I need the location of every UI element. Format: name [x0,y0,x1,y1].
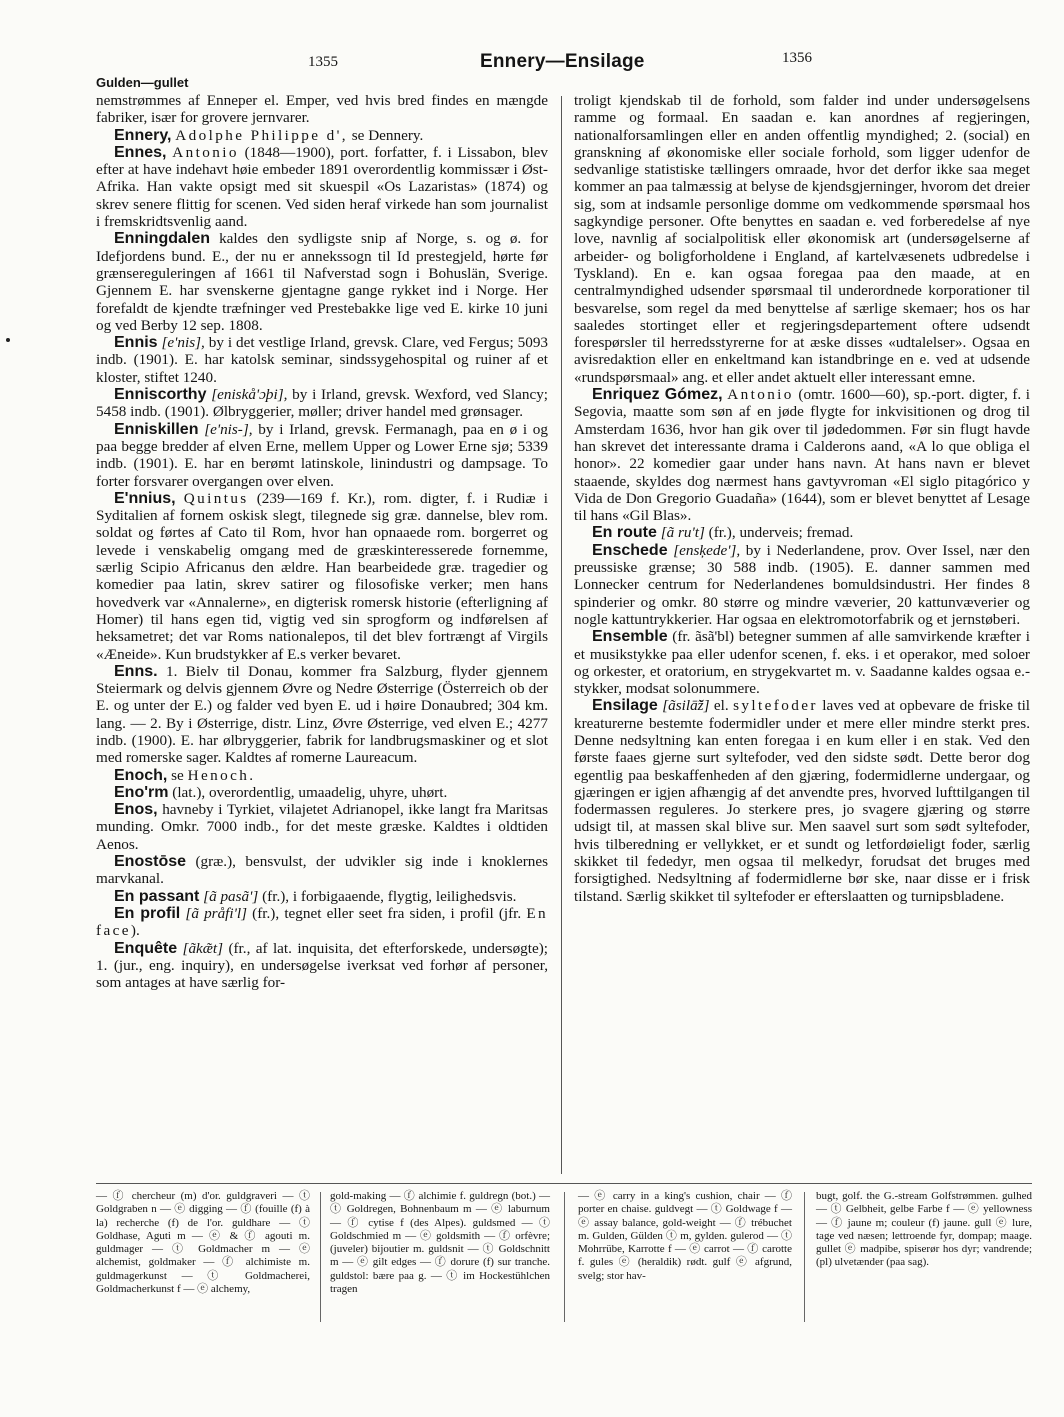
entry-pronunciation: [ãkæ̃t] [182,939,224,957]
entry-headword: Ensemble [592,628,668,646]
entry-headword: Enos, [114,801,158,819]
dictionary-entry [96,853,548,888]
footnote-divider [804,1192,805,1322]
entry-text: se [171,766,188,784]
dictionary-entry [96,767,548,784]
entry-headword: Enniscorthy [114,386,207,404]
column-divider [561,96,562,1174]
dictionary-entry [574,92,1030,386]
entry-headword: Enquête [114,939,178,957]
dictionary-entry [96,905,548,940]
entry-text: havneby i Tyrkiet, vilajetet Adrianopel, ikke langt fra Maritsas munding. Omkr. 7000 indb., for det meste græske. Kaldtes i oldtiden Aenos. [96,801,549,853]
footnote-text: — ⓔ carry in a king's cushion, chair — ⓕ porter en chaise. guldvegt — ⓣ Goldwage f — ⓔ assay balance, gold-weight — ⓕ trébuchet m. Gulden, Gülden ⓣ m, gylden. gulerod — ⓣ Mohrrübe, Karrotte f — ⓔ carrot — ⓕ carotte f. gules ⓔ (heraldik) rødt. gulf ⓔ afgrund, svelg; stor hav- [578,1190,792,1282]
footnote-column-3 [578,1190,792,1283]
entry-name: Quintus [183,489,249,507]
entry-crossref: syltefoder [733,697,818,715]
footnote-text: gold-making — ⓕ alchimie f. guldregn (bot.) — ⓣ Goldregen, Bohnenbaum m — ⓔ laburnum — ⓕ cytise f (des Alpes). guldsmed — ⓣ Goldschmied m — ⓔ goldsmith — ⓕ orfèvre; (juveler) bijoutier m. guldsnit — ⓣ Goldschnitt m — ⓔ gilt edges — ⓕ dorure (f) sur tranche. guldstol: bære paa g. — ⓣ im Hockestühlchen tragen [330,1190,550,1296]
entry-text: (græ.), bensvulst, der udvikler sig inde i knoklernes marvkanal. [96,853,548,888]
page-number-right: 1356 [782,50,812,66]
dictionary-entry [96,386,548,421]
entry-headword: Enniskillen [114,420,199,438]
entry-name: Antonio [172,143,239,161]
entry-text: (lat.), overordentlig, umaadelig, uhyre, uhørt. [172,783,448,801]
entry-crossref: En face [96,904,549,940]
entry-text: se Dennery. [347,126,424,144]
entry-pronunciation: [e'nis-], [204,420,253,438]
entry-headword: Enoch, [114,766,168,784]
entry-text: nemstrømmes af Enneper el. Emper, ved hvis bred findes en mængde fabriker, især for grovere jernvarer. [96,92,548,127]
entry-pronunciation: [ã pasã'] [203,887,259,905]
entry-headword: E'nnius, [114,489,176,507]
footnote-column-2 [330,1190,550,1296]
entry-pronunciation: [ãsilā̃ž] [662,697,710,715]
entry-pronunciation: [e'nis], [161,334,205,352]
footnote-divider [564,1192,565,1322]
dictionary-entry [96,801,548,853]
right-column [574,92,1030,905]
dictionary-entry [574,628,1030,697]
entry-pronunciation: [eniskå'ɔþi], [211,386,288,404]
dictionary-entry [96,784,548,801]
page-header [0,0,1064,96]
footnote-rule [96,1183,1032,1184]
margin-dot [6,338,10,342]
entry-text: ). [130,922,140,940]
entry-headword: Enns. [114,662,158,680]
footnote-text: bugt, golf. the G.-stream Golfstrømmen. gulhed — ⓣ Gelbheit, gelbe Farbe f — ⓔ yellowness — ⓕ jaune m; couleur (f) jaune. gull ⓔ lure, tage ved næsen; lettroende fyr, dompap; maage. gullet ⓔ madpibe, spiserør hos dyr; vandrende; (pl) ulvetænder (paa sag). [816,1190,1032,1269]
entry-text: (fr.), underveis; fremad. [704,524,854,542]
entry-headword: Ennes, [114,143,167,161]
entry-headword: Ennery, [114,126,172,144]
footnote-column-1 [96,1190,310,1296]
entry-headword: Ensilage [592,697,658,715]
entry-text: (omtr. 1600—60), sp.-port. digter, f. i Segovia, maatte som søn af en jøde flygte for inkvisitionen og drog til Amsterdam 1636, hvor han gik over til jødedommen. Før sin flugt havde han skrevet det interessante drama i Calderons aand, «A lo que obliga el honor». 22 komedier gaar under hans navn. At hans navn er blevet staaende, skyldes dog nærmest hans gavtyvroman «El siglo pitagórico y Vida de Don Gregorio Guadaña» (1644), som er blevet benyttet af Lesage til hans «Gil Blas». [574,386,1031,525]
entry-headword: Enostōse [114,853,187,871]
entry-headword: En passant [114,887,200,905]
entry-text: (239—169 f. Kr.), rom. digter, f. i Rudiæ i Syditalien af fornem oskisk slegt, tilegnede sig græ. dannelse, blev rom. soldat og førtes af Cato til Rom, hvor han opnaaede rom. borgerret og levede i venskabelig omgang med de græskinteresserede fornemme, særlig Scipio Africanus den ældre. Han bearbeidede græ. tragedier og komedier paa latin, skrev satirer og filosofiske verker; men hans hovedverk var «Annalerne», en digterisk romersk historie (efterligning af Homer) til hans egen tid, vigtig ved sin sprogform og indførelsen af heksametret; det var Roms nationalepos, til det blev fortrængt af Virgils «Æneide». Kun brudstykker af E.s verker bevaret. [96,489,549,663]
entry-text: (fr. ãsã'bl) betegner summen af alle samvirkende kræfter i et musikstykke paa eller udenfor scenen, f. eks. i et operakor, med soloer og orkester, et oratorium, en strygekvartet m. v. Saadanne kaldes ogsaa e.-stykker, modsat solonummere. [574,628,1030,698]
entry-headword: En profil [114,904,181,922]
entry-pronunciation: [ensķede'], [673,541,741,559]
dictionary-entry [96,230,548,334]
entry-crossref: Henoch. [187,766,256,784]
entry-text: laves ved at opbevare de friske til kreaturerne bestemte fodermidler under et mere eller mindre sterkt pres. Denne nedsyltning kan enten foregaa i en kum eller i en stak. Ved den første faaes gjerne surt syltefoder, ved den sidste sødt. Dette beror dog egentlig paa beskaffenheden af den gjæring, fodermidlerne undergaar, og gjæringen er igjen afhængig af det anvendte pres, hvorved lufttilgangen til fodermassen reguleres. Jo sterkere pres, jo svagere gjæring og større udsigt til, at massen skal blive sur. Men saavel surt som sødt syltefoder, hvis tilberedning er vellykket, er et sundt og letfordøieligt foder, særlig skikket til fededyr, men ogsaa til melkedyr, forudsat det bruges med forsigtighed. Nedsyltning af fodermidlerne bør ske, naar disse er i frisk tilstand. Særlig skikket til syltefoder er efterslaatten og turnipsbladene. [574,697,1031,905]
dictionary-entry [574,524,1030,541]
entry-text: troligt kjendskab til de forhold, som falder ind under undersøgelsens ramme og formaal. En saadan e. kan anordnes af regjeringen, nationalforsamlingen eller en anden offentlig myndighed; 2. (social) en granskning af økonomiske eller sociale forhold, som ligger udenfor de sedvanlige statistiske tællingers omraade, hvor det derfor ikke saa meget kommer an paa talmæssig at belyse de kjendsgjerninger, hvorom det dreier sig, som at indsamle personlige domme om vedkommende spørsmaal hos sagkyndige personer. Ofte benyttes en saadan e. ved forberedelse af nye love, navnlig af socialpolitisk eller økonomisk art (undersøgelserne af arbeider- og boligforholdene i England, af kartelvæsenets udbredelse i Tyskland). En e. kan ogsaa foregaa paa den maade, at en centralmyndighed udsender spørsmaal til underordnede korporationer til besvarelse, som regel da med benyttelse af særlige skemaer; hos os har saaledes stortinget eller et regjeringsdepartement oftere udsendt forespørsler til herredsstyrerne for at æske disses «udtalelser». Ogsaa en avisredaktion eller en enkeltmand kan istandbringe en e. ved at udsende «rundspørsmaal» ang. et eller andet aktuelt eller interessant emne. [574,92,1030,386]
dictionary-entry [574,386,1030,524]
dictionary-entry [96,940,548,992]
dictionary-entry [574,697,1030,905]
entry-pronunciation: [ã ru't] [660,524,705,542]
entry-headword: En route [592,524,657,542]
dictionary-entry [96,144,548,230]
footnote-column-4 [816,1190,1032,1270]
entry-headword: Enningdalen [114,230,210,248]
dictionary-entry [96,92,548,127]
entry-text: by i Nederlandene, prov. Over Issel, nær den preussiske grænse; 30 588 indb. (1905). E. danner sammen med Lonnecker centrum for Nederlandenes bomuldsindustri. Her findes 8 spinderier og omkr. 80 større og mindre væverier, 20 kattunvæverier og nogle kattuntrykkerier. Har ogsaa en elektromotorfabrik og et jernstøberi. [574,541,1030,628]
dictionary-entry [96,490,548,663]
footnote-text: — ⓕ chercheur (m) d'or. guldgraveri — ⓣ Goldgraben n — ⓔ digging — ⓕ (fouille (f) à la) recherche (f) de l'or. guldhare — ⓣ Goldhase, Aguti m — ⓔ & ⓕ agouti m. guldmager — ⓣ Goldmacher m — ⓔ alchemist, goldmaker — ⓕ alchimiste m. guldmagerkunst — ⓣ Goldmacherei, Goldmacherkunst f — ⓔ alchemy, [96,1190,310,1296]
dictionary-entry [96,334,548,386]
entry-text: el. [709,697,734,715]
entry-pronunciation: [ã pråfi'l] [185,904,248,922]
entry-headword: Ennis [114,334,158,352]
page-number-left: 1355 [308,54,338,70]
left-column [96,92,548,991]
entry-headword: Enschede [592,541,668,559]
page-title: Ennery—Ensilage [480,51,645,72]
entry-name: Adolphe Philippe d', [175,126,348,144]
entry-headword: Eno'rm [114,783,169,801]
entry-text: by i det vestlige Irland, grevsk. Clare, ved Fergus; 5093 indb. (1901). E. har katolsk seminar, sindssygehospital og ruiner af et kloster, stiftet 1240. [96,334,549,386]
dictionary-entry [96,127,548,144]
entry-text: (fr.), tegnet eller seet fra siden, i profil (jfr. [247,904,527,922]
entry-text: kaldes den sydligste snip af Norge, s. og ø. for Idefjordens bund. E., der nu er annekssogn til Id prestegjeld, hørte før grænsereguleringen af 1661 til Nafverstad sogn i Bohuslän, Sverige. Gjennem E. har svenskerne gjentagne gange rykket ind i Norge. Her forefaldt de kjendte træfninger ved Prestebakke lige ved E. kirke 10 juni og ved Berby 12 sep. 1808. [96,230,548,334]
dictionary-entry [574,542,1030,628]
entry-headword: Enriquez Gómez, [592,386,723,404]
entry-text: 1. Bielv til Donau, kommer fra Salzburg, flyder gjennem Steiermark og delvis gjennem Øvre og Nedre Østerrige (Österreich ob der E. og unter der E.) og falder ved byen E. ud i høire Donaubred; 304 km. lang. — 2. By i Østerrige, distr. Linz, Øvre Østerrige, ved elven E.; 4277 indb. (1900). E. har ølbryggerier, fabrik for landbrugsmaskiner og et slot med romerske sager. Kaldtes af romerne Laureacum. [96,662,548,767]
entry-name: Antonio [727,386,794,404]
dictionary-entry [96,421,548,490]
footnote-divider [320,1192,321,1322]
dictionary-entry [96,663,548,767]
entry-text: (1848—1900), port. forfatter, f. i Lissabon, blev efter at have indehavt høie embeder 1891 overordentlig kommissær i Øst-Afrika. Han vakte opsigt med sit skuespil «Os Lazaristas» (1874) og skrev senere flittig for scenen. Ved siden heraf virkede han som journalist i fremskridtsvenlig aand. [96,143,549,231]
entry-text: by i Irland, grevsk. Fermanagh, paa en ø i og paa begge bredder af elven Erne, mellem Upper og Lower Erne sjø; 5339 indb. (1901). E. har en berømt latinskole, linindustri og dampsage. To forter forsvarer overgangen over elven. [96,420,548,490]
entry-text: (fr.), i forbigaaende, flygtig, leilighedsvis. [258,887,517,905]
entry-text: by i Irland, grevsk. Wexford, ved Slancy; 5458 indb. (1901). Ølbryggerier, møller; driver handel med grønsager. [96,386,549,421]
entry-text: (fr., af lat. inquisita, det efterforskede, undersøgte); 1. (jur., eng. inquiry), en undersøgelse iverksat ved forhør af personer, som antages at have særlig for- [96,939,549,992]
dictionary-entry [96,888,548,905]
guideword: Gulden—gullet [96,75,189,90]
